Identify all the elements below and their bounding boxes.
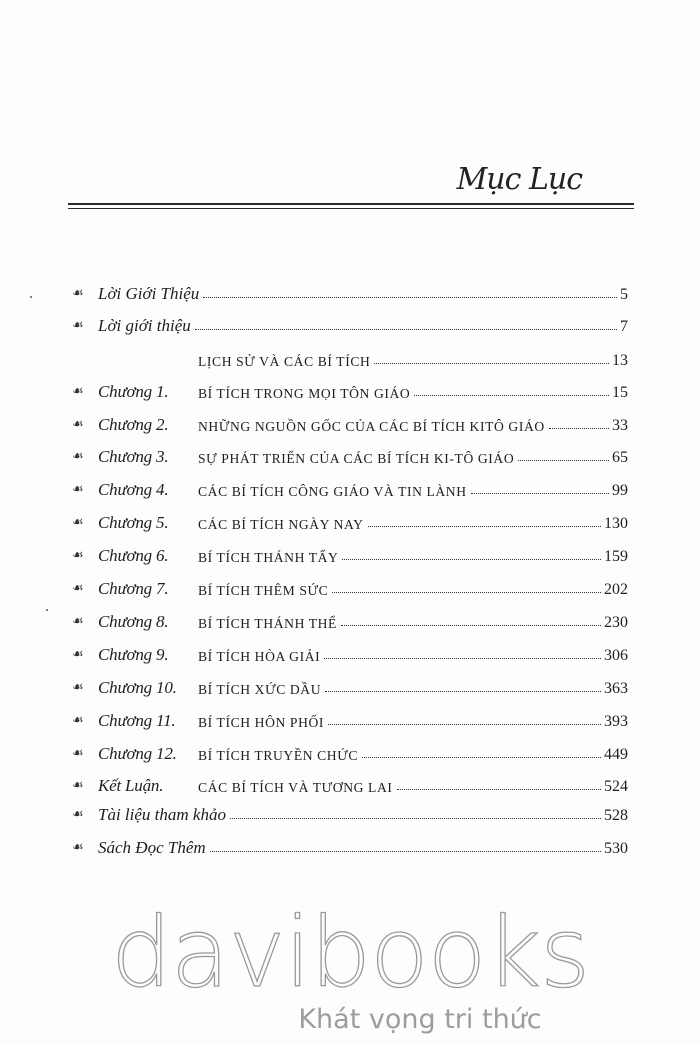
title-rule-bottom	[68, 208, 634, 209]
toc-entry	[72, 278, 628, 304]
toc-entry-label: Tài liệu tham khảo	[98, 805, 226, 824]
toc-entry-page-number: 524	[604, 778, 628, 795]
dot-leader	[195, 329, 617, 330]
toc-entry-label: Sách Đọc Thêm	[98, 838, 206, 857]
fleuron-icon: ☙	[72, 416, 84, 431]
fleuron-icon: ☙	[72, 777, 84, 792]
fleuron-icon: ☙	[72, 839, 84, 854]
dot-leader	[362, 757, 601, 758]
toc-entry	[72, 344, 628, 370]
fleuron-icon: ☙	[72, 712, 84, 727]
toc-entry-page-number: 33	[612, 417, 628, 434]
toc-entry-page-number: 99	[612, 482, 628, 499]
toc-entry-title: BÍ TÍCH THÁNH TẨY	[198, 550, 339, 565]
toc-entry	[72, 770, 628, 796]
toc-entry-page-number: 7	[620, 318, 628, 335]
fleuron-icon: ☙	[72, 285, 84, 300]
dot-leader	[325, 691, 601, 692]
toc-entry-label: Kết Luận.	[98, 776, 164, 795]
toc-entry-label: Chương 9.	[98, 645, 169, 664]
toc-entry-page-number: 393	[604, 713, 628, 730]
toc-entry-title: LỊCH SỬ VÀ CÁC BÍ TÍCH	[198, 354, 371, 369]
toc-entry	[72, 606, 628, 632]
toc-entry-label: Chương 10.	[98, 678, 177, 697]
toc-entry	[72, 409, 628, 435]
fleuron-icon: ☙	[72, 514, 84, 529]
toc-entry-page-number: 202	[604, 581, 628, 598]
toc-entry	[72, 441, 628, 467]
toc-entry-page-number: 15	[612, 384, 628, 401]
toc-entry-title: BÍ TÍCH THÊM SỨC	[198, 583, 329, 598]
toc-entry-page-number: 65	[612, 449, 628, 466]
toc-entry-page-number: 530	[604, 840, 628, 857]
toc-entry-page-number: 449	[604, 746, 628, 763]
dot-leader	[324, 658, 601, 659]
toc-entry-label: Chương 3.	[98, 447, 169, 466]
dot-leader	[328, 724, 601, 725]
watermark-logo: davibooks	[110, 897, 590, 1009]
fleuron-icon: ☙	[72, 580, 84, 595]
dot-leader	[518, 460, 609, 461]
toc-entry-label: Chương 2.	[98, 415, 169, 434]
toc-entry-label: Chương 12.	[98, 744, 177, 763]
fleuron-icon: ☙	[72, 481, 84, 496]
toc-entry-title: CÁC BÍ TÍCH NGÀY NAY	[198, 517, 364, 532]
scan-speck	[46, 609, 48, 611]
toc-entry-title: BÍ TÍCH TRONG MỌI TÔN GIÁO	[198, 386, 411, 401]
dot-leader	[203, 297, 617, 298]
toc-entry-label: Chương 5.	[98, 513, 169, 532]
toc-entry-label: Chương 7.	[98, 579, 169, 598]
toc-entry-title: NHỮNG NGUỒN GỐC CỦA CÁC BÍ TÍCH KITÔ GIÁO	[198, 419, 545, 434]
watermark-tagline: Khát vọng tri thức	[298, 1004, 542, 1035]
toc-entry	[72, 705, 628, 731]
fleuron-icon: ☙	[72, 646, 84, 661]
toc-entry	[72, 738, 628, 764]
toc-entry-page-number: 130	[604, 515, 628, 532]
dot-leader	[397, 789, 602, 790]
toc-entry-label: Lời giới thiệu	[98, 316, 191, 335]
toc-entry-title: BÍ TÍCH HÔN PHỐI	[198, 715, 325, 730]
toc-entry-title: CÁC BÍ TÍCH CÔNG GIÁO VÀ TIN LÀNH	[198, 484, 467, 499]
dot-leader	[342, 559, 601, 560]
toc-entry	[72, 376, 628, 402]
fleuron-icon: ☙	[72, 613, 84, 628]
fleuron-icon: ☙	[72, 383, 84, 398]
dot-leader	[210, 851, 601, 852]
toc-entry-page-number: 528	[604, 807, 628, 824]
fleuron-icon: ☙	[72, 317, 84, 332]
dot-leader	[368, 526, 601, 527]
toc-entry-title: BÍ TÍCH THÁNH THỂ	[198, 616, 337, 631]
title-rule-top	[68, 203, 634, 205]
fleuron-icon: ☙	[72, 679, 84, 694]
toc-entry-page-number: 306	[604, 647, 628, 664]
toc-entry-label: Chương 4.	[98, 480, 169, 499]
toc-entry-title: BÍ TÍCH XỨC DẦU	[198, 682, 322, 697]
toc-entry-label: Chương 8.	[98, 612, 169, 631]
toc-entry-page-number: 13	[612, 352, 628, 369]
fleuron-icon: ☙	[72, 745, 84, 760]
toc-entry-page-number: 159	[604, 548, 628, 565]
toc-entry-page-number: 363	[604, 680, 628, 697]
toc-entry-title: CÁC BÍ TÍCH VÀ TƯƠNG LAI	[198, 780, 393, 795]
toc-entry-label: Lời Giới Thiệu	[98, 284, 200, 303]
dot-leader	[374, 363, 609, 364]
toc-entry-page-number: 5	[620, 286, 628, 303]
toc-entry	[72, 310, 628, 336]
toc-entry	[72, 672, 628, 698]
dot-leader	[341, 625, 601, 626]
fleuron-icon: ☙	[72, 448, 84, 463]
toc-entry	[72, 540, 628, 566]
dot-leader	[471, 493, 609, 494]
dot-leader	[230, 818, 601, 819]
toc-entry	[72, 639, 628, 665]
fleuron-icon: ☙	[72, 806, 84, 821]
toc-entry-label: Chương 6.	[98, 546, 169, 565]
toc-entry-label: Chương 11.	[98, 711, 176, 730]
toc-entry-label: Chương 1.	[98, 382, 169, 401]
toc-entry	[72, 573, 628, 599]
scan-speck	[30, 296, 32, 298]
toc-entry-title: BÍ TÍCH HÒA GIẢI	[198, 649, 321, 664]
toc-entry	[72, 799, 628, 825]
toc-entry	[72, 507, 628, 533]
dot-leader	[549, 428, 609, 429]
page-title: Mục Lục	[456, 162, 582, 197]
dot-leader	[332, 592, 601, 593]
dot-leader	[414, 395, 609, 396]
toc-entry	[72, 832, 628, 858]
toc-entry	[72, 474, 628, 500]
toc-entry-page-number: 230	[604, 614, 628, 631]
fleuron-icon: ☙	[72, 547, 84, 562]
toc-entry-title: SỰ PHÁT TRIỂN CỦA CÁC BÍ TÍCH KI-TÔ GIÁO	[198, 451, 515, 466]
toc-entry-title: BÍ TÍCH TRUYỀN CHỨC	[198, 748, 359, 763]
